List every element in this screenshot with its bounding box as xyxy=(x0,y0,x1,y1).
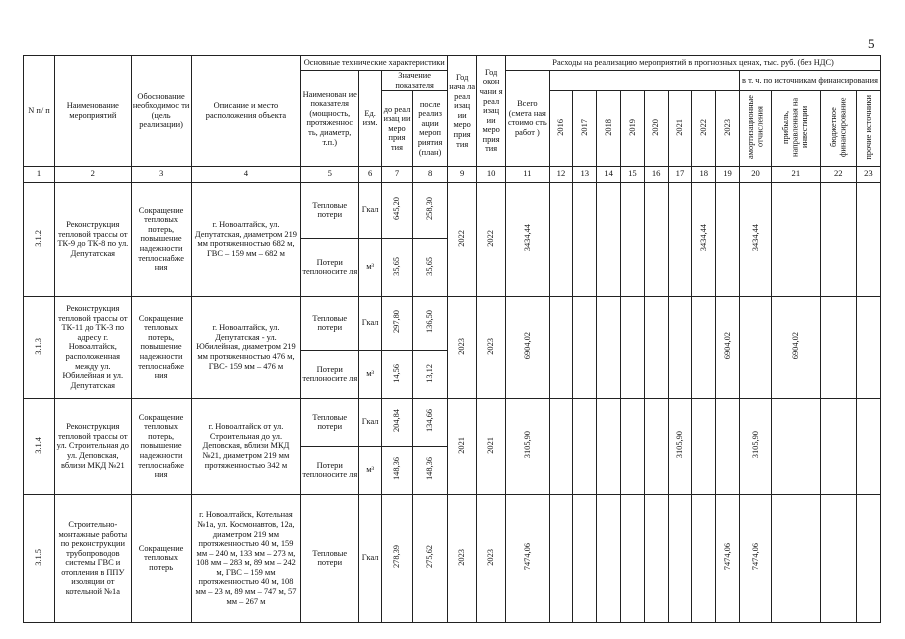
table-row xyxy=(24,398,881,446)
vertical-value: 13,12 xyxy=(425,363,435,383)
vertical-value: 7474,06 xyxy=(722,543,732,571)
row-indicator: Потери теплоносите ля xyxy=(301,350,359,398)
vertical-value: 3.1.2 xyxy=(34,229,44,247)
row-unit: м³ xyxy=(359,350,382,398)
row-unit: Гкал xyxy=(359,494,382,622)
column-number: 21 xyxy=(772,166,821,182)
vertical-value: 35,65 xyxy=(425,256,435,276)
row-year-end xyxy=(477,398,506,494)
row-num xyxy=(24,296,55,398)
header-unit: Ед. изм. xyxy=(359,71,382,167)
vertical-value: 2021 xyxy=(486,436,496,454)
row-year-amount xyxy=(692,398,716,494)
vertical-value: 2022 xyxy=(457,229,467,247)
column-number: 6 xyxy=(359,166,382,182)
row-value-before xyxy=(381,296,412,350)
vertical-value: 148,36 xyxy=(425,457,435,481)
header-year-label: 2017 xyxy=(579,118,589,136)
row-year-amount xyxy=(644,398,668,494)
header-year-2022 xyxy=(692,91,716,167)
column-number: 20 xyxy=(739,166,771,182)
column-number: 5 xyxy=(301,166,359,182)
header-tech-group: Основные технические характеристики xyxy=(301,56,448,71)
column-number: 1 xyxy=(24,166,55,182)
vertical-value: 35,65 xyxy=(392,256,402,276)
row-year-amount xyxy=(668,296,692,398)
row-year-amount xyxy=(716,398,740,494)
row-name: Реконструкция тепловой трассы от ТК-9 до ТК-8 по ул. Депутатская xyxy=(55,182,132,296)
vertical-value: 3.1.3 xyxy=(34,337,44,355)
header-year-2020 xyxy=(644,91,668,167)
header-value-before: до реал изац ии меро прия тия xyxy=(381,91,412,167)
column-number: 14 xyxy=(597,166,621,182)
vertical-value: 134,66 xyxy=(425,409,435,433)
row-source-amount xyxy=(739,182,771,296)
column-number: 3 xyxy=(131,166,191,182)
header-value-after: после реализ ации мероп риятия (план) xyxy=(413,91,448,167)
column-number: 18 xyxy=(692,166,716,182)
row-source-amount xyxy=(820,494,856,622)
header-year-label: 2023 xyxy=(722,118,732,136)
row-unit: Гкал xyxy=(359,182,382,238)
vertical-value: 136,50 xyxy=(425,310,435,334)
vertical-value: 3105,90 xyxy=(675,431,685,459)
row-total xyxy=(506,494,549,622)
vertical-value: 645,20 xyxy=(392,197,402,221)
row-year-amount xyxy=(716,182,740,296)
row-year-amount xyxy=(668,494,692,622)
vertical-value: 3.1.5 xyxy=(34,548,44,566)
row-source-amount xyxy=(739,296,771,398)
row-value-after xyxy=(413,182,448,238)
row-value-after xyxy=(413,238,448,296)
header-source-label: амортизационные отчисления xyxy=(745,95,765,160)
header-year-start: Год нача ла реал изац ии меро прия тия xyxy=(448,56,477,167)
row-source-amount xyxy=(820,182,856,296)
row-source-amount xyxy=(856,182,880,296)
vertical-value: 3434,44 xyxy=(750,224,760,252)
row-year-amount xyxy=(620,296,644,398)
vertical-value: 2023 xyxy=(486,548,496,566)
column-number: 19 xyxy=(716,166,740,182)
row-year-amount xyxy=(573,296,597,398)
row-value-before xyxy=(381,494,412,622)
vertical-value: 6904,02 xyxy=(522,332,532,360)
vertical-value: 14,56 xyxy=(392,363,402,383)
row-year-amount xyxy=(620,398,644,494)
investment-program-table xyxy=(23,55,881,623)
row-year-end xyxy=(477,182,506,296)
header-year-label: 2021 xyxy=(675,118,685,136)
header-indicator-name: Наименован ие показателя (мощность, протяженнос ть, диаметр, т.п.) xyxy=(301,71,359,167)
row-source-amount xyxy=(772,494,821,622)
header-value-group: Значение показателя xyxy=(381,71,447,91)
vertical-value: 3105,90 xyxy=(750,431,760,459)
header-source-2 xyxy=(772,91,821,167)
vertical-value: 2022 xyxy=(486,229,496,247)
row-source-amount xyxy=(820,296,856,398)
row-value-before xyxy=(381,238,412,296)
row-justification: Сокращение тепловых потерь, повышение надежности теплоснабже ния xyxy=(131,296,191,398)
vertical-value: 7474,06 xyxy=(750,543,760,571)
row-year-amount xyxy=(549,494,573,622)
row-year-amount xyxy=(668,182,692,296)
row-value-after xyxy=(413,446,448,494)
row-name: Реконструкция тепловой трассы от ул. Строительная до ул. Деповская, вблизи МКД №21 xyxy=(55,398,132,494)
column-number: 10 xyxy=(477,166,506,182)
vertical-value: 297,80 xyxy=(392,310,402,334)
vertical-value: 278,39 xyxy=(392,545,402,569)
row-total xyxy=(506,182,549,296)
row-source-amount xyxy=(856,296,880,398)
row-source-amount xyxy=(772,296,821,398)
page-number: 5 xyxy=(868,36,875,51)
row-year-amount xyxy=(620,182,644,296)
header-expenses-group: Расходы на реализацию мероприятий в прогнозных ценах, тыс. руб. (без НДС) xyxy=(506,56,881,71)
vertical-value: 3434,44 xyxy=(522,224,532,252)
row-unit: м³ xyxy=(359,446,382,494)
header-year-2019 xyxy=(620,91,644,167)
row-year-amount xyxy=(597,494,621,622)
header-years-blank xyxy=(549,71,739,91)
row-source-amount xyxy=(820,398,856,494)
row-num xyxy=(24,494,55,622)
header-num: N п/ п xyxy=(24,56,55,167)
row-year-end xyxy=(477,494,506,622)
vertical-value: 3105,90 xyxy=(522,431,532,459)
table-row xyxy=(24,182,881,238)
row-year-amount xyxy=(597,296,621,398)
row-num xyxy=(24,398,55,494)
row-indicator: Тепловые потери xyxy=(301,494,359,622)
header-year-end: Год окон чани я реал изац ии меро прия тия xyxy=(477,56,506,167)
row-value-after xyxy=(413,296,448,350)
header-year-2016 xyxy=(549,91,573,167)
row-value-before xyxy=(381,398,412,446)
row-total xyxy=(506,398,549,494)
row-source-amount xyxy=(856,494,880,622)
row-justification: Сокращение тепловых потерь, повышение надежности теплоснабже ния xyxy=(131,182,191,296)
header-source-label: бюджетное финансирование xyxy=(828,97,848,157)
row-indicator: Тепловые потери xyxy=(301,398,359,446)
row-year-amount xyxy=(716,296,740,398)
row-year-amount xyxy=(549,398,573,494)
header-source-4 xyxy=(856,91,880,167)
header-year-label: 2018 xyxy=(603,118,613,136)
row-description: г. Новоалтайск от ул. Строительная до ул. Деповская, вблизи МКД №21, диаметром 219 мм протяженностью 342 м xyxy=(191,398,301,494)
column-number: 15 xyxy=(620,166,644,182)
row-num xyxy=(24,182,55,296)
row-justification: Сокращение тепловых потерь xyxy=(131,494,191,622)
header-description: Описание и место расположения объекта xyxy=(191,56,301,167)
vertical-value: 2023 xyxy=(457,548,467,566)
header-year-2018 xyxy=(597,91,621,167)
row-year-amount xyxy=(692,494,716,622)
row-year-start xyxy=(448,494,477,622)
row-year-amount xyxy=(549,182,573,296)
row-description: г. Новоалтайск, Котельная №1а, ул. Космонавтов, 12а, диаметром 219 мм протяженностью 40 м, 159 мм – 240 м, 133 мм – 273 м, 108 мм – 283 м, 89 мм – 242 м, ГВС – 159 мм протяженностью 40 м, 108 мм – 23 м, 89 мм – 747 м, 57 мм – 267 м xyxy=(191,494,301,622)
column-number: 2 xyxy=(55,166,132,182)
row-year-start xyxy=(448,398,477,494)
vertical-value: 3434,44 xyxy=(698,224,708,252)
row-total xyxy=(506,296,549,398)
row-source-amount xyxy=(739,494,771,622)
column-number: 12 xyxy=(549,166,573,182)
row-name: Строительно-монтажные работы по реконструкции трубопроводов системы ГВС и отопления в ППУ изоляции от котельной №1а xyxy=(55,494,132,622)
row-year-amount xyxy=(644,494,668,622)
row-source-amount xyxy=(772,182,821,296)
row-year-amount xyxy=(644,296,668,398)
row-year-amount xyxy=(597,398,621,494)
row-unit: м³ xyxy=(359,238,382,296)
row-source-amount xyxy=(772,398,821,494)
header-year-label: 2020 xyxy=(651,118,661,136)
column-number: 16 xyxy=(644,166,668,182)
column-number: 13 xyxy=(573,166,597,182)
row-year-end xyxy=(477,296,506,398)
header-justification: Обоснование необходимос ти (цель реализации) xyxy=(131,56,191,167)
header-source-label: прочие источники xyxy=(863,94,873,160)
row-value-before xyxy=(381,350,412,398)
row-source-amount xyxy=(856,398,880,494)
table-row xyxy=(24,494,881,622)
header-year-2021 xyxy=(668,91,692,167)
column-number: 23 xyxy=(856,166,880,182)
header-sources-group: в т. ч. по источникам финансирования xyxy=(739,71,880,91)
vertical-value: 275,62 xyxy=(425,545,435,569)
row-value-after xyxy=(413,494,448,622)
row-description: г. Новоалтайск, ул. Депутатская - ул. Юбилейная, диаметром 219 мм протяженностью 476 м, ГВС- 159 мм – 476 м xyxy=(191,296,301,398)
row-description: г. Новоалтайск, ул. Депутатская, диаметром 219 мм протяженностью 682 м, ГВС – 159 мм – 682 м xyxy=(191,182,301,296)
column-number: 11 xyxy=(506,166,549,182)
header-year-2017 xyxy=(573,91,597,167)
row-indicator: Потери теплоносите ля xyxy=(301,238,359,296)
header-year-label: 2016 xyxy=(556,118,566,136)
vertical-value: 2023 xyxy=(486,337,496,355)
vertical-value: 7474,06 xyxy=(522,543,532,571)
row-year-amount xyxy=(692,296,716,398)
row-year-amount xyxy=(549,296,573,398)
row-year-amount xyxy=(620,494,644,622)
vertical-value: 3.1.4 xyxy=(34,436,44,454)
row-indicator: Тепловые потери xyxy=(301,296,359,350)
vertical-value: 2021 xyxy=(457,436,467,454)
vertical-value: 258,30 xyxy=(425,197,435,221)
row-name: Реконструкция тепловой трассы от ТК-11 до ТК-3 по адресу г. Новоалтайск, расположенная между ул. Юбилейная и ул. Депутатская xyxy=(55,296,132,398)
row-year-amount xyxy=(716,494,740,622)
vertical-value: 2023 xyxy=(457,337,467,355)
row-year-amount xyxy=(668,398,692,494)
header-source-3 xyxy=(820,91,856,167)
row-year-amount xyxy=(597,182,621,296)
row-justification: Сокращение тепловых потерь, повышение надежности теплоснабже ния xyxy=(131,398,191,494)
row-value-before xyxy=(381,182,412,238)
row-year-amount xyxy=(644,182,668,296)
header-total: Всего (смета ная стоимо сть работ ) xyxy=(506,71,549,167)
header-name: Наименование мероприятий xyxy=(55,56,132,167)
column-number: 17 xyxy=(668,166,692,182)
table-row xyxy=(24,296,881,350)
row-source-amount xyxy=(739,398,771,494)
vertical-value: 204,84 xyxy=(392,409,402,433)
vertical-value: 6904,02 xyxy=(791,332,801,360)
row-year-start xyxy=(448,296,477,398)
row-value-after xyxy=(413,350,448,398)
header-source-1 xyxy=(739,91,771,167)
column-number: 8 xyxy=(413,166,448,182)
column-number: 9 xyxy=(448,166,477,182)
row-indicator: Потери теплоносите ля xyxy=(301,446,359,494)
vertical-value: 6904,02 xyxy=(722,332,732,360)
column-number: 7 xyxy=(381,166,412,182)
row-unit: Гкал xyxy=(359,398,382,446)
row-value-before xyxy=(381,446,412,494)
row-year-amount xyxy=(573,494,597,622)
header-year-label: 2022 xyxy=(698,118,708,136)
header-source-label: прибыль, направленная на инвестиции xyxy=(781,97,810,157)
column-number: 4 xyxy=(191,166,301,182)
row-year-start xyxy=(448,182,477,296)
column-number: 22 xyxy=(820,166,856,182)
row-value-after xyxy=(413,398,448,446)
row-indicator: Тепловые потери xyxy=(301,182,359,238)
header-year-2023 xyxy=(716,91,740,167)
row-unit: Гкал xyxy=(359,296,382,350)
row-year-amount xyxy=(573,398,597,494)
header-year-label: 2019 xyxy=(627,118,637,136)
row-year-amount xyxy=(692,182,716,296)
vertical-value: 148,36 xyxy=(392,457,402,481)
row-year-amount xyxy=(573,182,597,296)
